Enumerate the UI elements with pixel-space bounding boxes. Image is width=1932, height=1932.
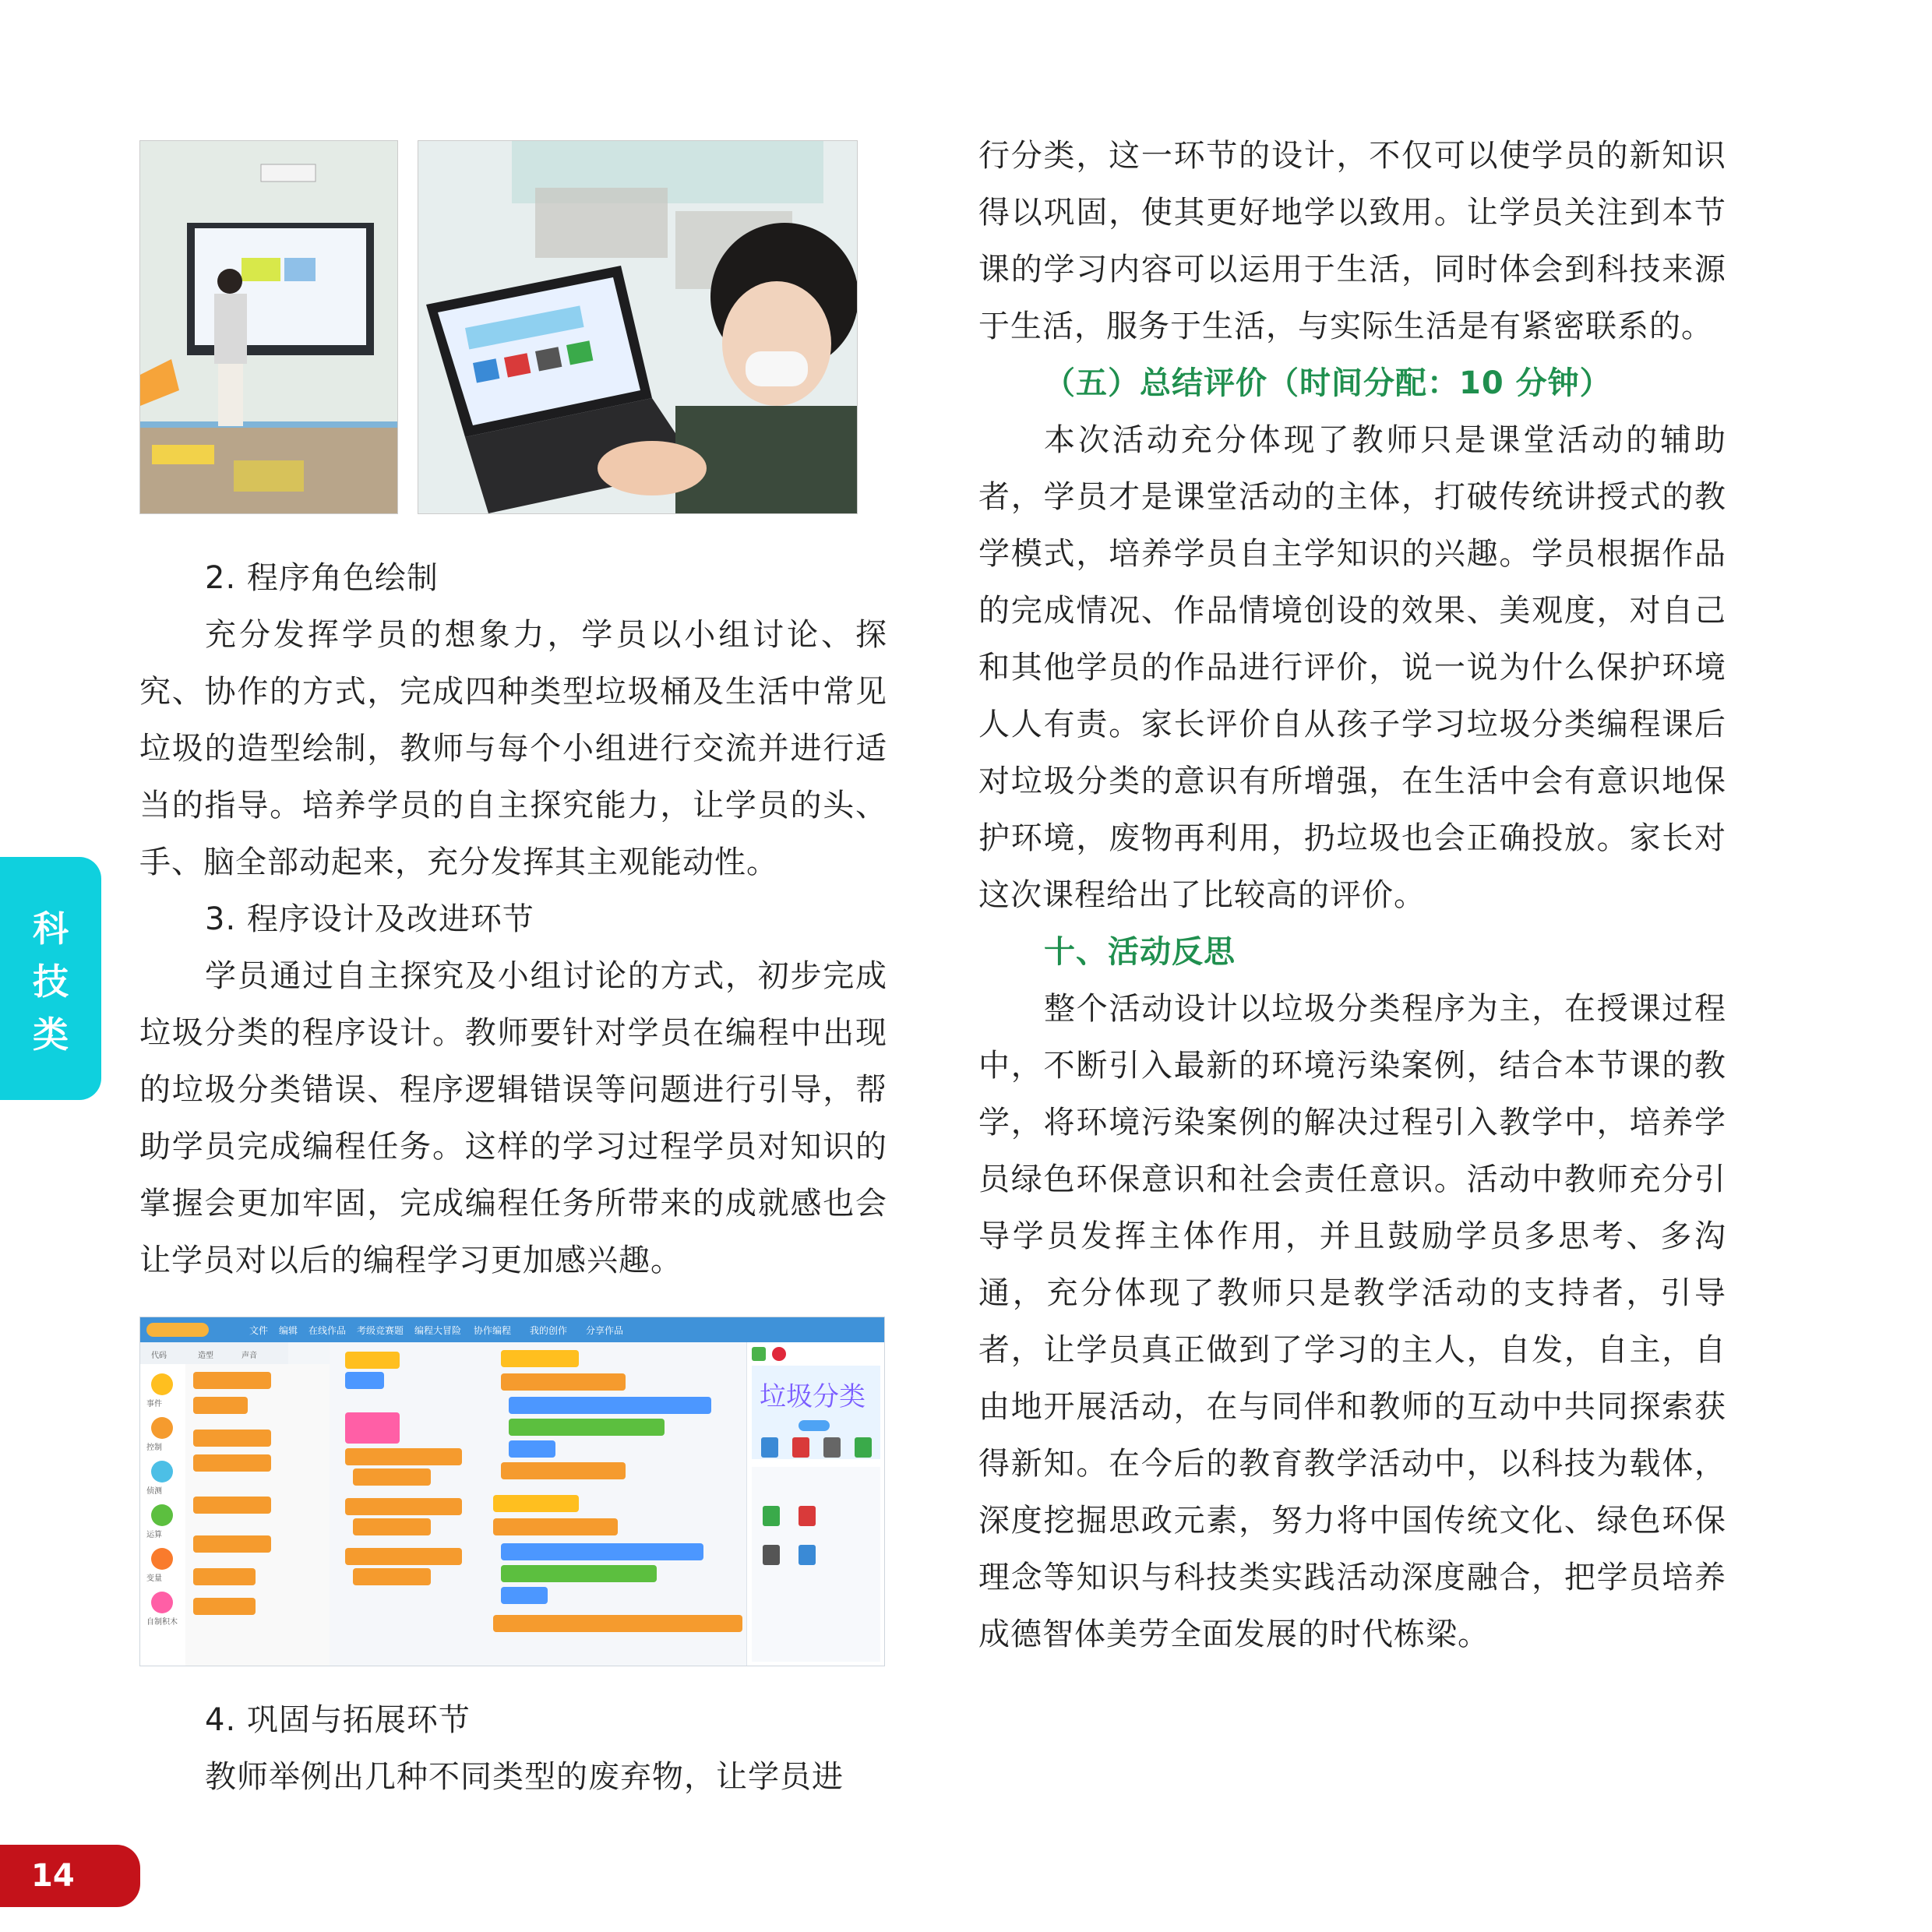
paragraph-4: 教师举例出几种不同类型的废弃物，让学员进 <box>205 1759 844 1795</box>
menu-mywork[interactable]: 我的创作 <box>530 1325 568 1336</box>
stop-icon[interactable] <box>772 1347 786 1361</box>
code-block[interactable] <box>509 1397 711 1414</box>
stage-button[interactable] <box>799 1420 830 1431</box>
green-flag-icon[interactable] <box>752 1347 766 1361</box>
code-block[interactable] <box>501 1373 626 1391</box>
palette-block[interactable] <box>193 1454 271 1472</box>
left-column-bottom <box>139 1692 887 1806</box>
category-side-tab <box>0 857 101 1100</box>
code-block[interactable] <box>501 1462 626 1479</box>
classroom-teacher-photo <box>139 140 398 514</box>
code-block[interactable] <box>509 1440 555 1458</box>
palette-block[interactable] <box>193 1535 271 1553</box>
page-number: 14 <box>0 1845 140 1907</box>
paragraph-2: 充分发挥学员的想象力，学员以小组讨论、探究、协作的方式，完成四种类型垃圾桶及生活中常见垃圾的造型绘制，教师与每个小组进行交流并进行适当的指导。培养学员的自主探究能力，让学员的头、手、脑全部动起来，充分发挥其主观能动性。 <box>139 617 887 880</box>
code-block[interactable] <box>345 1498 462 1515</box>
code-block[interactable] <box>501 1565 657 1582</box>
block-list <box>185 1364 330 1666</box>
palette-block[interactable] <box>193 1568 256 1585</box>
menu-adventure[interactable]: 编程大冒险 <box>414 1325 462 1336</box>
sprite-list <box>752 1467 880 1662</box>
bin-sprite <box>855 1437 872 1458</box>
paragraph-3: 学员通过自主探究及小组讨论的方式，初步完成垃圾分类的程序设计。教师要针对学员在编程中出现的垃圾分类错误、程序逻辑错误等问题进行引导，帮助学员完成编程任务。这样的学习过程学员对知识的掌握会更加牢固，完成编程任务所带来的成就感也会让学员对以后的编程学习更加感兴趣。 <box>139 958 887 1278</box>
block-category-palette <box>140 1364 186 1666</box>
tab-code[interactable]: 代码 <box>151 1352 167 1360</box>
code-block[interactable] <box>345 1548 462 1565</box>
sprite-thumb[interactable] <box>763 1506 780 1526</box>
category-sensing-icon[interactable] <box>151 1461 173 1482</box>
palette-block[interactable] <box>193 1598 256 1615</box>
bin-sprite <box>792 1437 809 1458</box>
code-block[interactable] <box>493 1615 742 1632</box>
menu-share[interactable]: 分享作品 <box>586 1325 624 1336</box>
code-block[interactable] <box>493 1518 618 1535</box>
code-block[interactable] <box>345 1352 400 1369</box>
bin-sprite <box>761 1437 778 1458</box>
code-block[interactable] <box>353 1468 431 1486</box>
section-heading-3: 3. 程序设计及改进环节 <box>205 901 534 937</box>
right-column <box>978 128 1726 1663</box>
bin-sprite <box>823 1437 841 1458</box>
palette-block[interactable] <box>193 1397 248 1414</box>
palette-block[interactable] <box>193 1372 271 1389</box>
code-block[interactable] <box>353 1518 431 1535</box>
category-operators-icon[interactable] <box>151 1504 173 1526</box>
palette-block[interactable] <box>193 1430 271 1447</box>
left-column <box>139 550 887 1289</box>
section-heading-5: （五）总结评价（时间分配：10 分钟） <box>1044 365 1612 401</box>
code-block[interactable] <box>345 1412 400 1444</box>
category-variables-label: 变量 <box>146 1574 162 1583</box>
paragraph-5: 本次活动充分体现了教师只是课堂活动的辅助者，学员才是课堂活动的主体，打破传统讲授式的教学模式，培养学员自主学知识的兴趣。学员根据作品的完成情况、作品情境创设的效果、美观度，对自己和其他学员的作品进行评价，说一说为什么保护环境人人有责。家长评价自从孩子学习垃圾分类编程课后对垃圾分类的意识有所增强，在生活中会有意识地保护环境，废物再利用，扔垃圾也会正确投放。家长对这次课程给出了比较高的评价。 <box>978 422 1726 913</box>
palette-block[interactable] <box>193 1497 271 1514</box>
paragraph-continued: 行分类，这一环节的设计，不仅可以使学员的新知识得以巩固，使其更好地学以致用。让学员关注到本节课的学习内容可以运用于生活，同时体会到科技来源于生活，服务于生活，与实际生活是有紧密联系的。 <box>978 138 1726 344</box>
paragraph-10: 整个活动设计以垃圾分类程序为主，在授课过程中，不断引入最新的环境污染案例，结合本节课的教学，将环境污染案例的解决过程引入教学中，培养学员绿色环保意识和社会责任意识。活动中教师充分引导学员发挥主体作用，并且鼓励学员多思考、多沟通，充分体现了教师只是教学活动的支持者，引导者，让学员真正做到了学习的主人，自发，自主，自由地开展活动，在与同伴和教师的互动中共同探索获得新知。在今后的教育教学活动中，以科技为载体，深度挖掘思政元素，努力将中国传统文化、绿色环保理念等知识与科技类实践活动深度融合，把学员培养成德智体美劳全面发展的时代栋梁。 <box>978 991 1726 1652</box>
programming-screenshot <box>139 1317 885 1666</box>
side-tab-char: 类 <box>33 1014 69 1056</box>
tab-sound[interactable]: 声音 <box>242 1352 257 1360</box>
category-control-label: 控制 <box>146 1444 162 1452</box>
code-block[interactable] <box>501 1543 703 1560</box>
code-block[interactable] <box>353 1568 431 1585</box>
menu-exam[interactable]: 考级竞赛题 <box>357 1325 404 1336</box>
stage-view <box>752 1366 880 1459</box>
code-block[interactable] <box>493 1495 579 1512</box>
category-sensing-label: 侦测 <box>146 1487 162 1496</box>
code-block[interactable] <box>345 1448 462 1465</box>
category-events-label: 事件 <box>146 1400 162 1408</box>
tab-costume[interactable]: 造型 <box>198 1352 213 1360</box>
category-myblocks-icon[interactable] <box>151 1592 173 1613</box>
sprite-thumb[interactable] <box>763 1545 780 1565</box>
side-tab-char: 科 <box>33 908 69 950</box>
sprite-thumb[interactable] <box>799 1506 816 1526</box>
code-block[interactable] <box>501 1350 579 1367</box>
category-control-icon[interactable] <box>151 1417 173 1439</box>
side-tab-char: 技 <box>33 961 69 1003</box>
section-heading-2: 2. 程序角色绘制 <box>205 560 439 596</box>
category-operators-label: 运算 <box>146 1531 162 1539</box>
menu-file[interactable]: 文件 <box>249 1325 269 1336</box>
code-block[interactable] <box>501 1587 548 1604</box>
editor-tabs <box>140 1342 288 1364</box>
code-area <box>330 1342 746 1666</box>
stage-title: 垃圾分类 <box>760 1381 866 1412</box>
editor-menubar <box>140 1317 884 1342</box>
code-block[interactable] <box>345 1372 384 1389</box>
menu-edit[interactable]: 编辑 <box>279 1325 298 1336</box>
editor-logo <box>146 1323 209 1337</box>
section-heading-10: 十、活动反思 <box>1044 934 1236 970</box>
category-variables-icon[interactable] <box>151 1548 173 1570</box>
category-events-icon[interactable] <box>151 1373 173 1395</box>
menu-online[interactable]: 在线作品 <box>308 1325 347 1336</box>
student-laptop-photo <box>418 140 858 514</box>
stage-panel <box>746 1342 885 1666</box>
section-heading-4: 4. 巩固与拓展环节 <box>205 1702 471 1738</box>
code-block[interactable] <box>509 1419 665 1436</box>
category-myblocks-label: 自制积木 <box>146 1618 178 1627</box>
sprite-thumb[interactable] <box>799 1545 816 1565</box>
menu-collab[interactable]: 协作编程 <box>474 1325 512 1336</box>
